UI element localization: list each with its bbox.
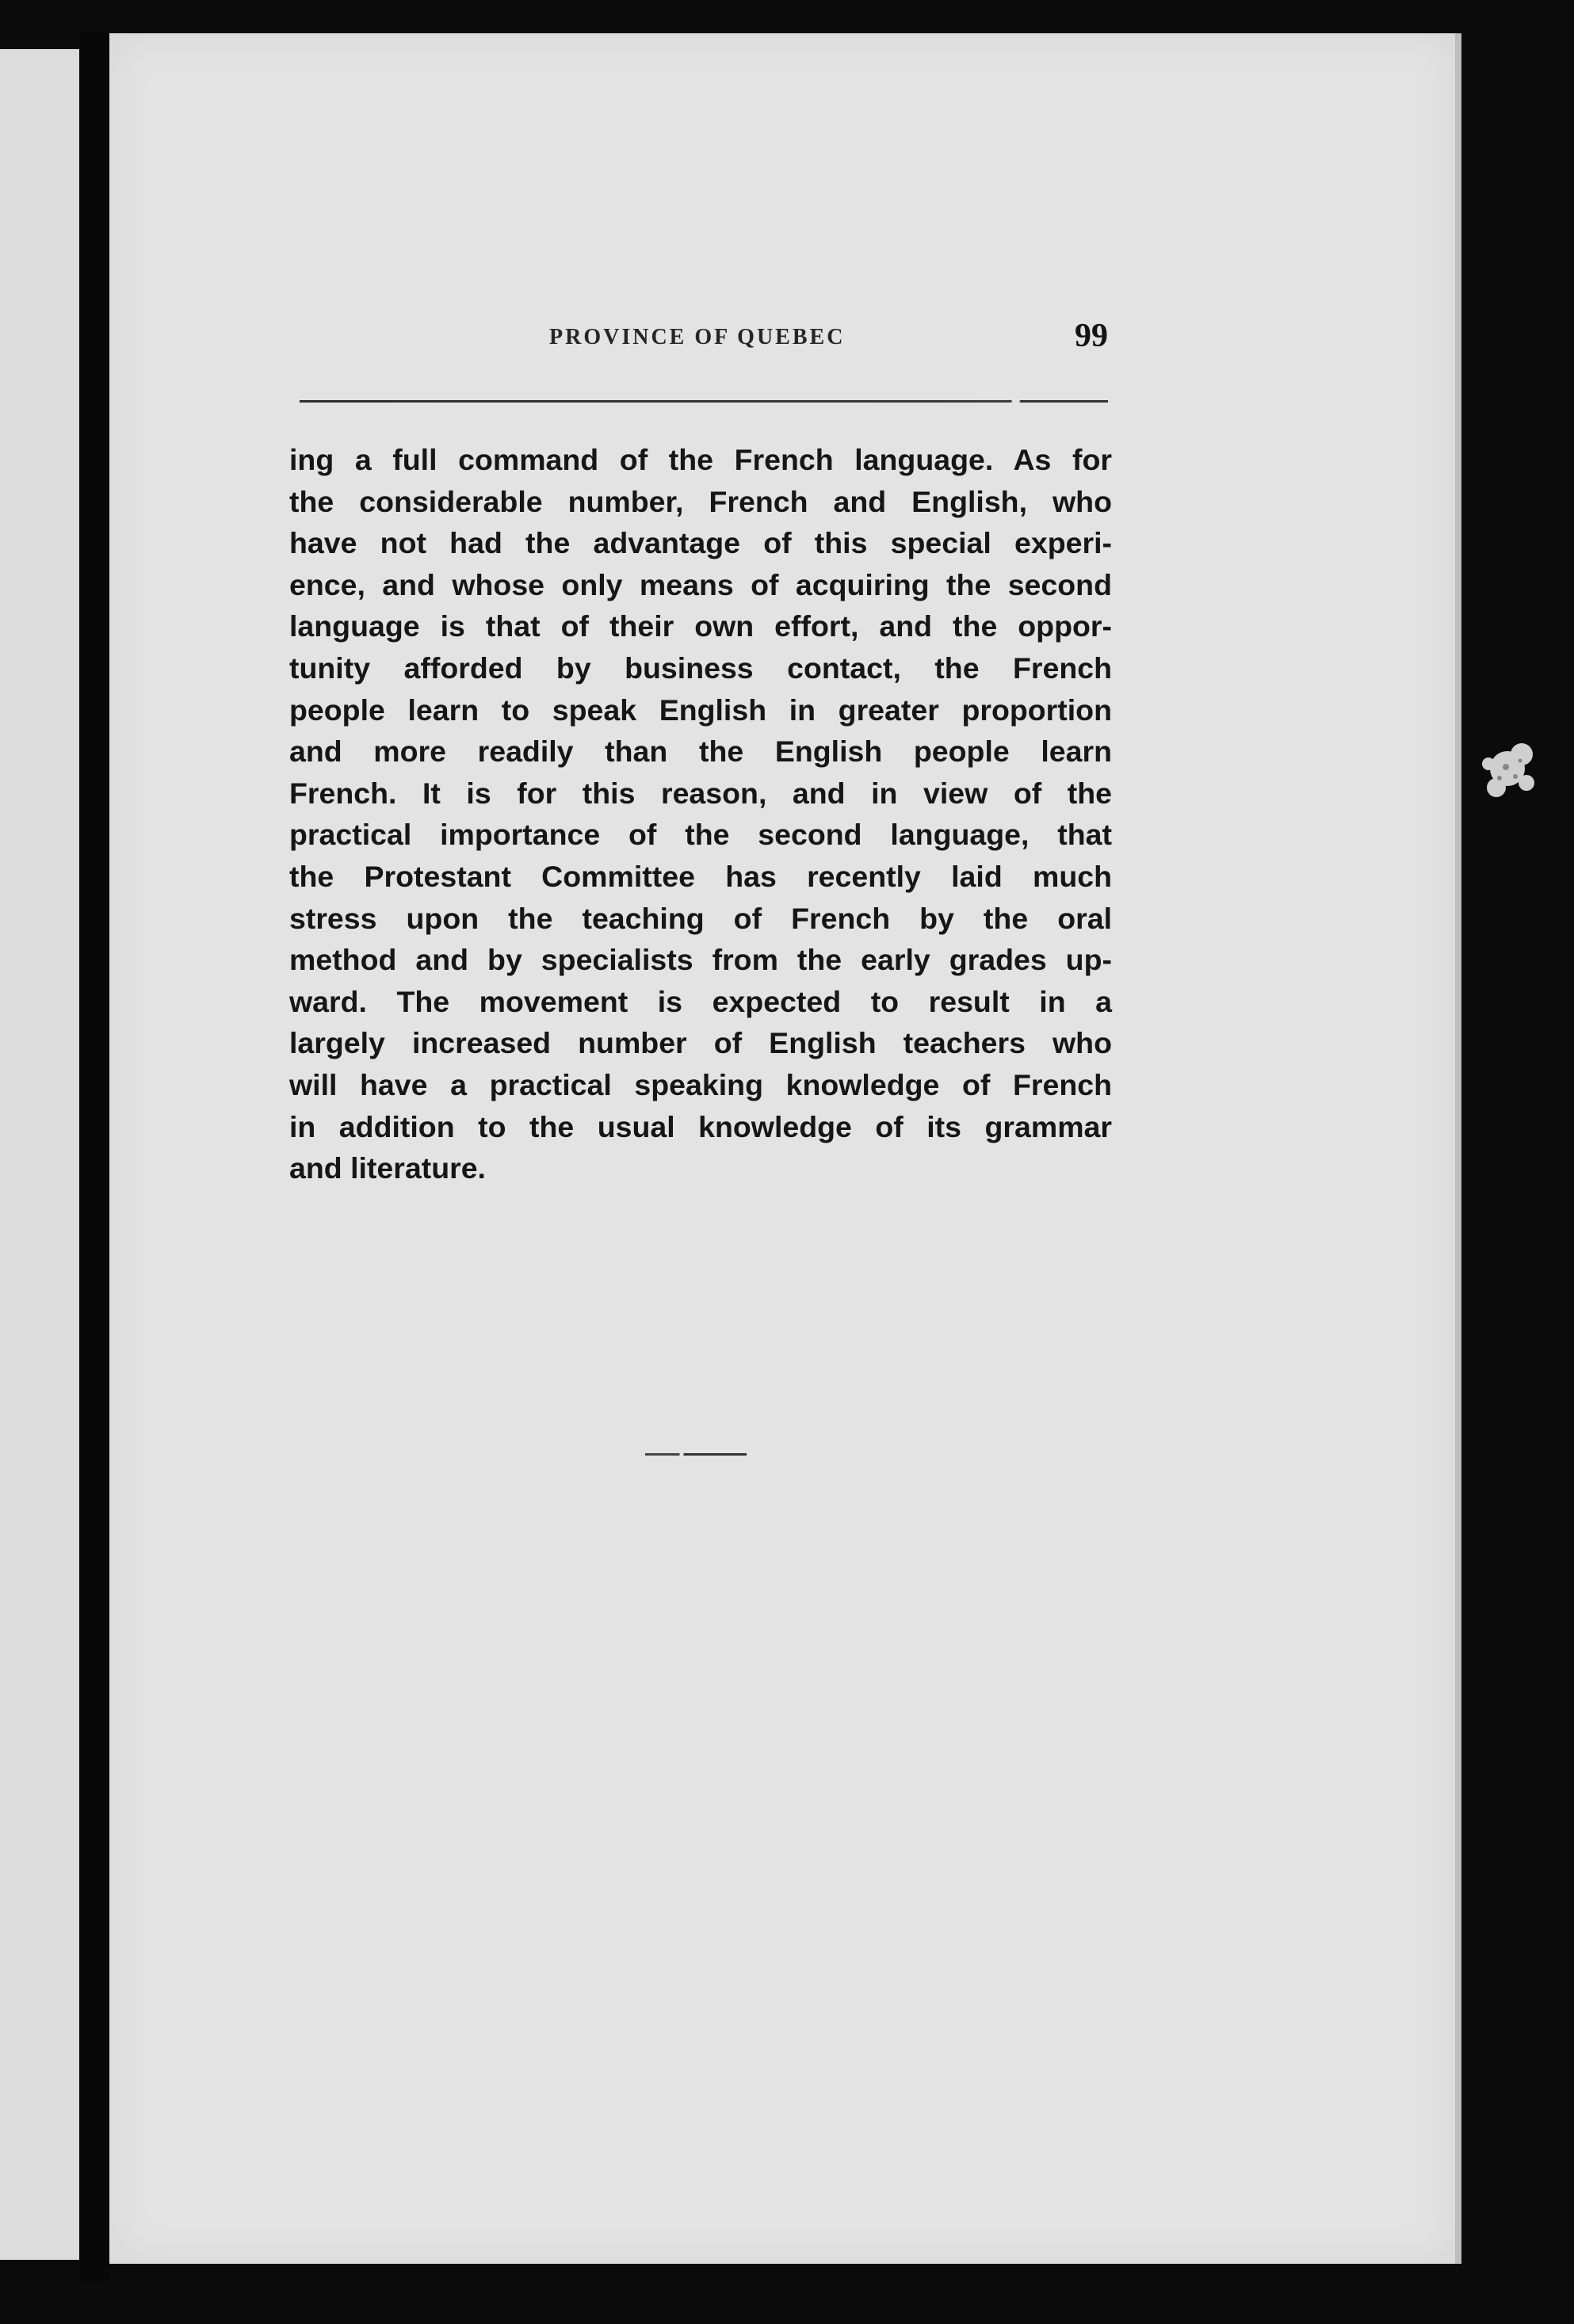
text-line: the Protestant Committee has recently laid much xyxy=(289,859,1112,893)
body-paragraph xyxy=(289,439,1112,1189)
running-head xyxy=(296,317,1110,357)
text-line: and more readily than the English people learn xyxy=(289,735,1112,769)
page-edge-shadow xyxy=(1455,33,1461,2264)
text-line: people learn to speak English in greater proportion xyxy=(289,693,1112,727)
running-title: PROVINCE OF QUEBEC xyxy=(549,325,846,349)
text-line: ing a full command of the French language. As for xyxy=(289,443,1112,476)
text-line: ence, and whose only means of acquiring the second xyxy=(289,567,1112,601)
text-line: method and by specialists from the early grades up- xyxy=(289,943,1112,977)
text-line: French. It is for this reason, and in view of the xyxy=(289,776,1112,810)
text-line: will have a practical speaking knowledge of French xyxy=(289,1067,1112,1101)
facing-page-edge xyxy=(0,49,79,2260)
text-line: tunity afforded by business contact, the French xyxy=(289,651,1112,685)
scan-debris xyxy=(1458,689,1574,856)
header-rule xyxy=(300,400,1108,403)
text-line: practical importance of the second language, that xyxy=(289,818,1112,852)
text-line: stress upon the teaching of French by the oral xyxy=(289,901,1112,935)
text-line: and literature. xyxy=(289,1151,486,1185)
text-line: the considerable number, French and English, who xyxy=(289,484,1112,518)
book-gutter xyxy=(79,32,109,2282)
text-line: ward. The movement is expected to result in a xyxy=(289,984,1112,1018)
text-line: in addition to the usual knowledge of its grammar xyxy=(289,1109,1112,1143)
end-ornament-rule xyxy=(645,1453,747,1456)
text-line: language is that of their own effort, and the oppor- xyxy=(289,609,1112,643)
text-line: largely increased number of English teachers who xyxy=(289,1026,1112,1060)
text-line: have not had the advantage of this special experi- xyxy=(289,526,1112,560)
page-number: 99 xyxy=(1075,318,1108,354)
